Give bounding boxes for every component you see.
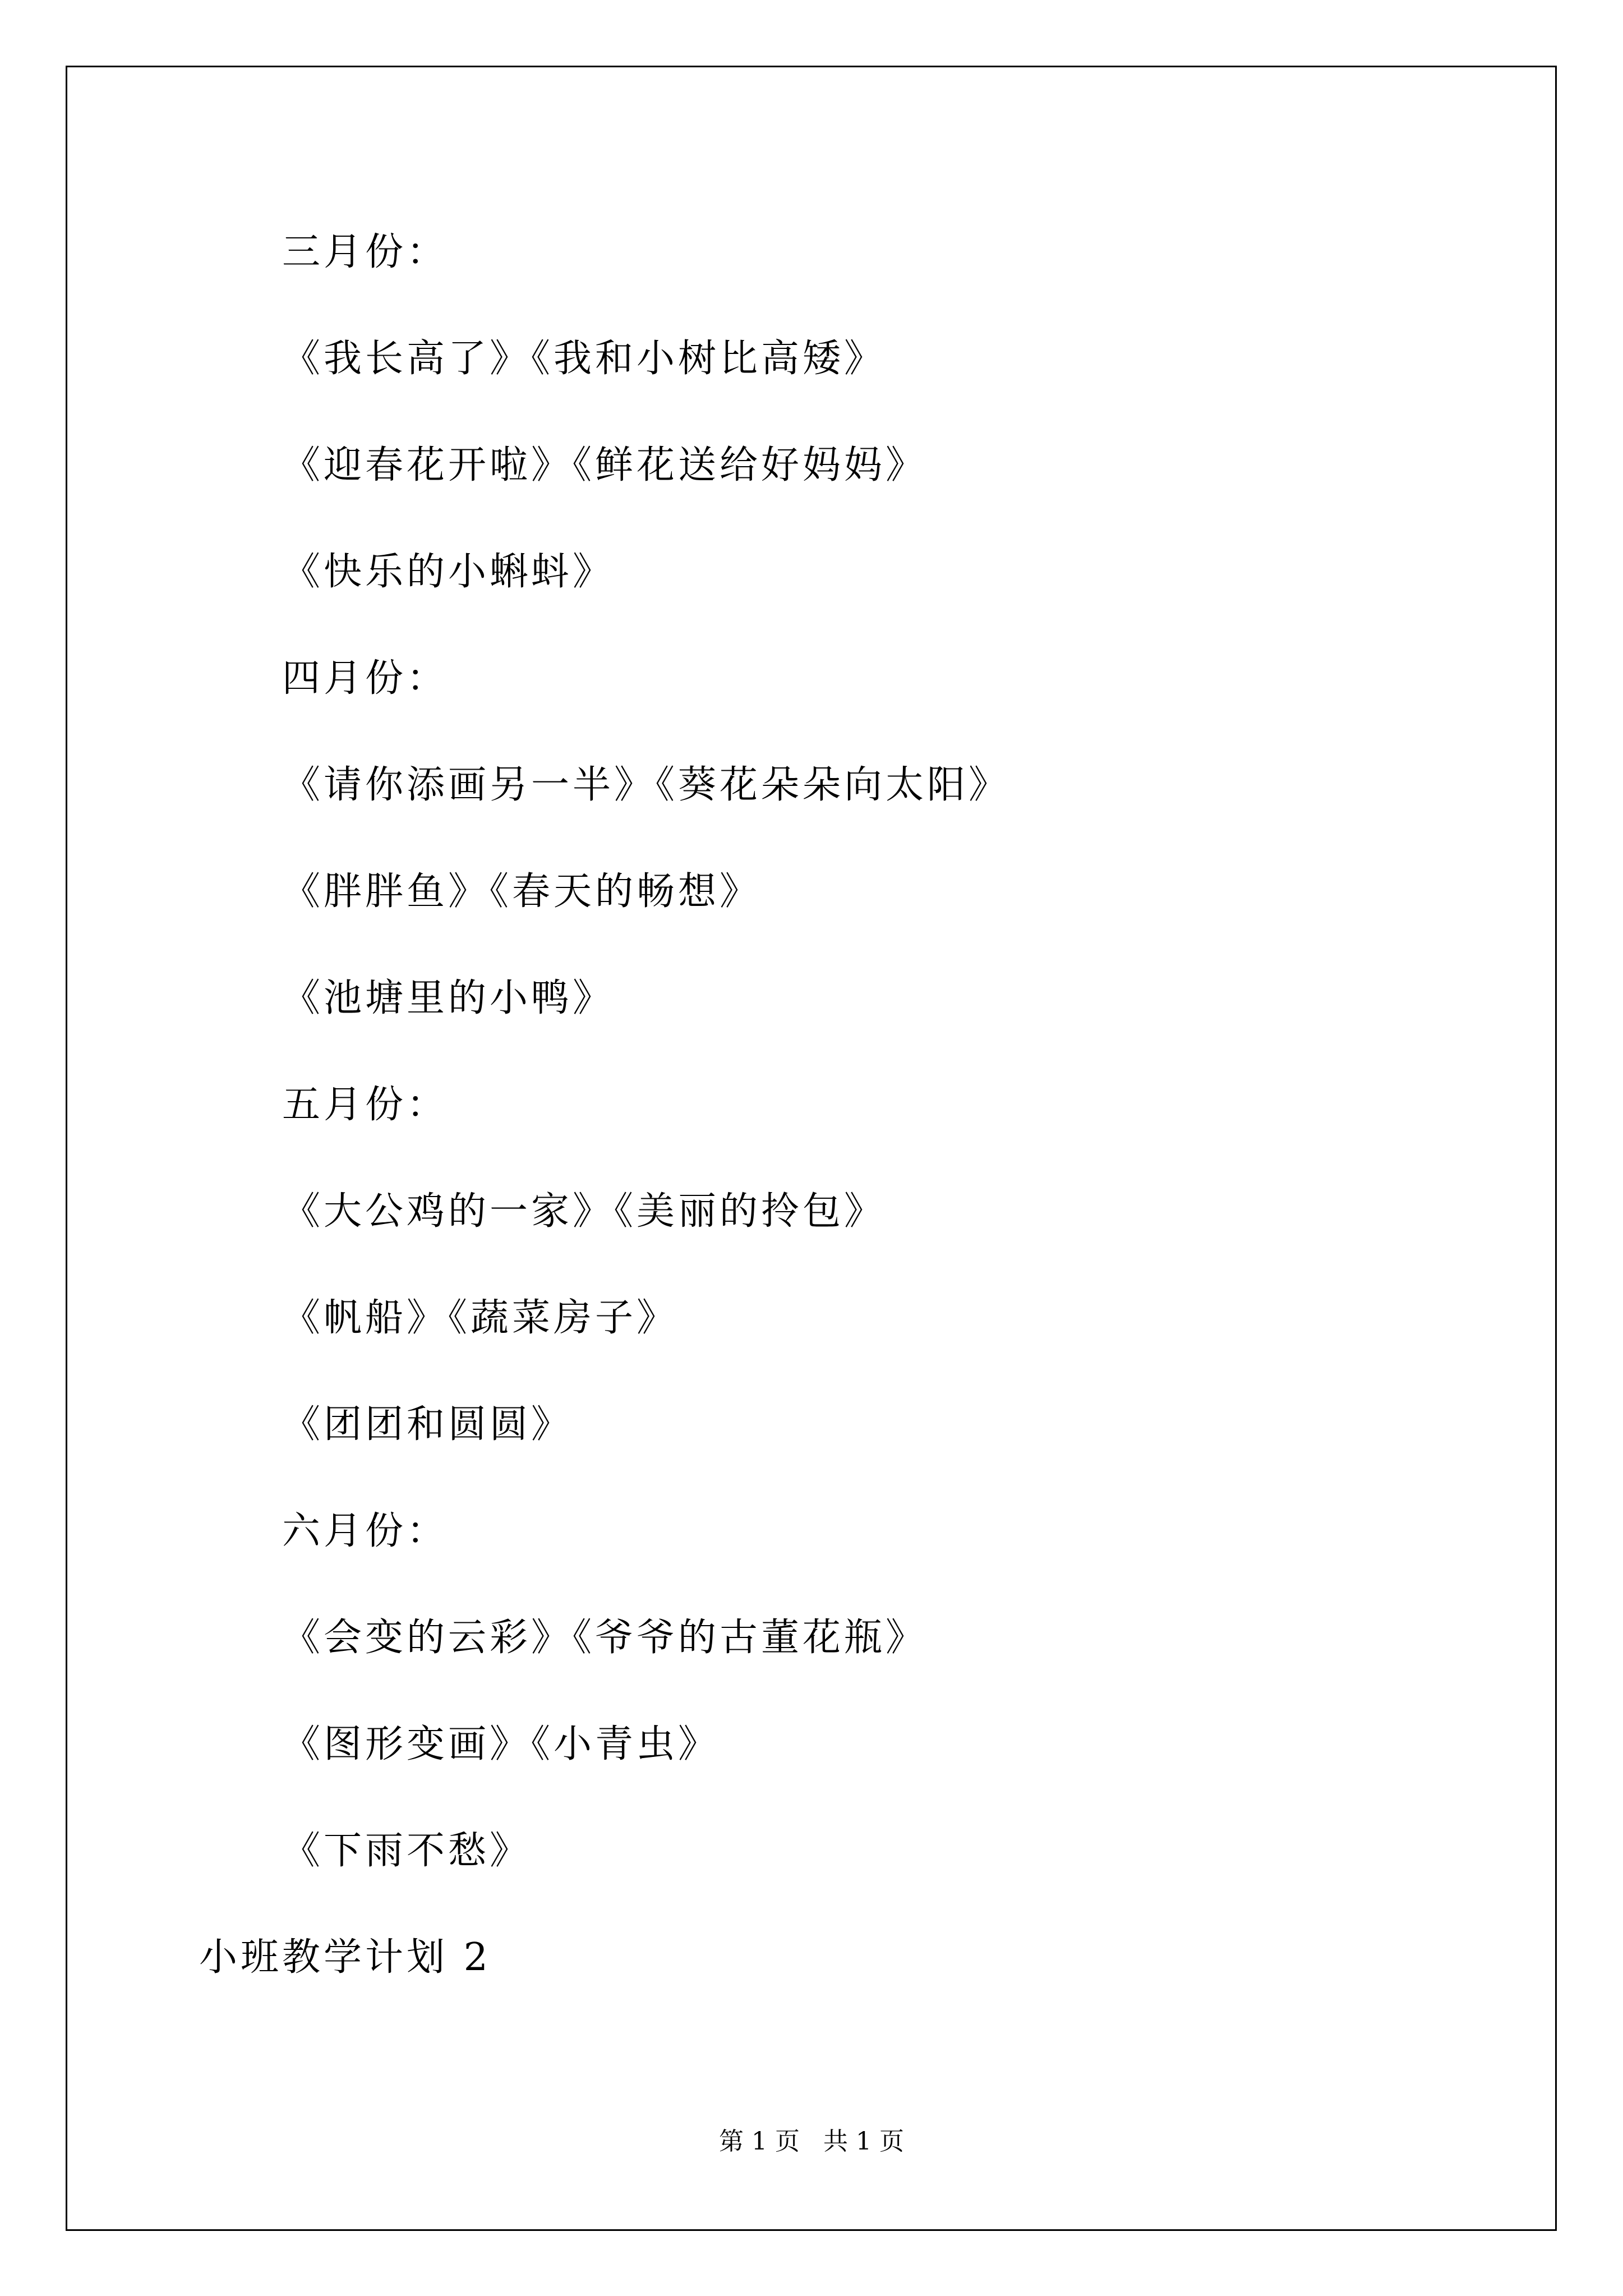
list-item: 《帆船》《蔬菜房子》 (282, 1296, 679, 1340)
list-item: 《请你添画另一半》《葵花朵朵向太阳》 (282, 763, 1011, 807)
list-item: 《快乐的小蝌蚪》 (282, 550, 615, 594)
month-heading-may: 五月份： (282, 1083, 449, 1127)
month-heading-march: 三月份： (282, 230, 449, 274)
page-number-footer: 第 1 页 共 1 页 (719, 2127, 904, 2156)
list-item: 《迎春花开啦》《鲜花送给好妈妈》 (282, 443, 928, 487)
month-heading-april: 四月份： (282, 656, 449, 701)
list-item: 《团团和圆圆》 (282, 1402, 573, 1447)
list-item: 《胖胖鱼》《春天的畅想》 (282, 869, 762, 914)
section-heading: 小班教学计划 2 (199, 1935, 491, 1980)
list-item: 《大公鸡的一家》《美丽的拎包》 (282, 1189, 886, 1234)
list-item: 《图形变画》《小青虫》 (282, 1722, 720, 1766)
list-item: 《池塘里的小鸭》 (282, 976, 615, 1020)
page-frame (66, 66, 1557, 2231)
month-heading-june: 六月份： (282, 1509, 449, 1553)
list-item: 《会变的云彩》《爷爷的古董花瓶》 (282, 1616, 928, 1660)
list-item: 《我长高了》《我和小树比高矮》 (282, 337, 886, 381)
list-item: 《下雨不愁》 (282, 1829, 532, 1873)
